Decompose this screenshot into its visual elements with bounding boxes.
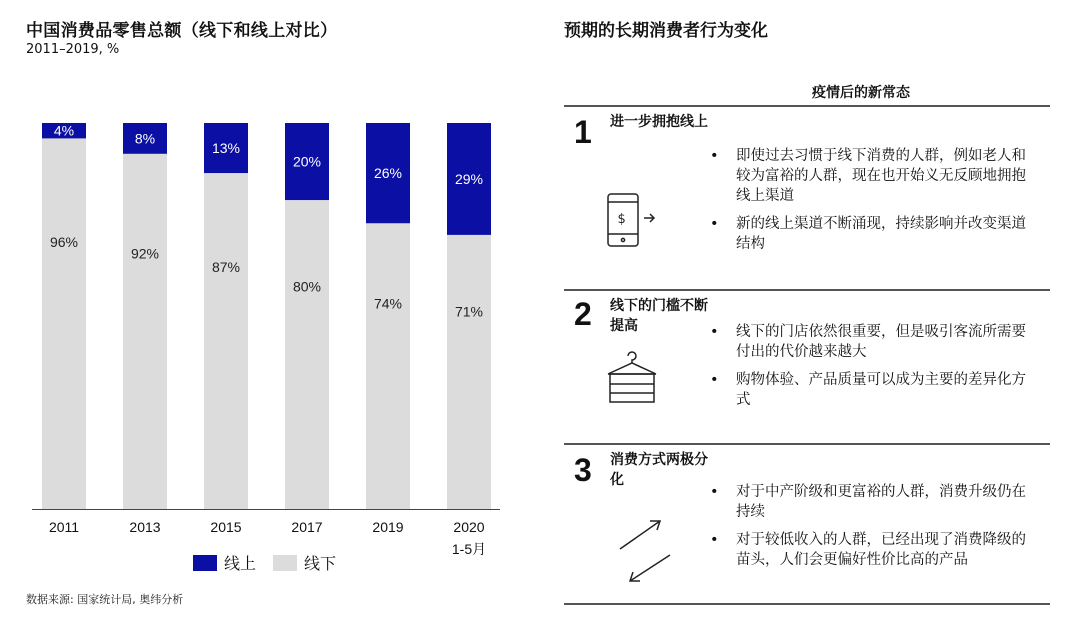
data-label-offline: 87% bbox=[211, 259, 241, 276]
bullet-text: 对于中产阶级和更富裕的人群，消费升级仍在持续 bbox=[736, 484, 1026, 520]
x-tick-label: 1-5月 bbox=[451, 541, 487, 557]
data-label-online: 4% bbox=[53, 122, 75, 139]
x-tick-label: 2020 bbox=[453, 519, 485, 535]
data-label-offline: 71% bbox=[454, 303, 484, 320]
bar-offline bbox=[123, 154, 167, 509]
bullet-text: 线下的门店依然很重要，但是吸引客流所需要付出的代价越来越大 bbox=[736, 324, 1026, 360]
divider-line bbox=[564, 603, 1050, 605]
chart-subtitle: 2011–2019, % bbox=[26, 42, 120, 57]
section-2-title: 线下的门槛不断提高 bbox=[610, 298, 708, 334]
svg-text:$: $ bbox=[617, 212, 626, 227]
diverging-arrows-icon bbox=[614, 515, 674, 585]
divider-line bbox=[564, 443, 1050, 445]
list-item bbox=[710, 530, 1030, 570]
bullet-dot: • bbox=[710, 532, 719, 548]
bullet-text: 新的线上渠道不断涌现，持续影响并改变渠道结构 bbox=[736, 216, 1026, 252]
section-3-bullets bbox=[710, 482, 1030, 578]
list-item bbox=[710, 214, 1030, 254]
section-3-title: 消费方式两极分化 bbox=[610, 452, 708, 488]
legend-label-offline: 线下 bbox=[304, 554, 337, 573]
bar-offline bbox=[366, 223, 410, 509]
data-label-offline: 80% bbox=[292, 278, 322, 295]
bullet-dot: • bbox=[710, 372, 719, 388]
chart-title: 中国消费品零售总额（线下和线上对比） bbox=[26, 21, 338, 41]
data-label-offline: 96% bbox=[49, 234, 79, 251]
x-tick-label: 2015 bbox=[210, 519, 242, 535]
bar-offline bbox=[285, 200, 329, 509]
data-label-online: 8% bbox=[134, 130, 156, 147]
section-1-title: 进一步拥抱线上 bbox=[610, 114, 708, 130]
bullet-dot: • bbox=[710, 324, 719, 340]
x-tick-label: 2013 bbox=[129, 519, 161, 535]
bullet-text: 购物体验、产品质量可以成为主要的差异化方式 bbox=[736, 372, 1026, 408]
list-item bbox=[710, 482, 1030, 522]
x-tick-label: 2011 bbox=[48, 519, 80, 535]
section-1-number: 1 bbox=[574, 114, 592, 150]
section-3-number: 3 bbox=[574, 452, 592, 488]
section-1-bullets bbox=[710, 146, 1030, 262]
legend-swatch-offline bbox=[273, 555, 297, 571]
column-header: 疫情后的新常态 bbox=[812, 85, 910, 101]
data-label-online: 20% bbox=[292, 153, 322, 170]
right-panel-title: 预期的长期消费者行为变化 bbox=[564, 21, 768, 41]
bar-offline bbox=[204, 173, 248, 509]
list-item bbox=[710, 370, 1030, 410]
bar-offline bbox=[42, 138, 86, 509]
list-item bbox=[710, 146, 1030, 206]
data-label-online: 29% bbox=[454, 170, 484, 187]
data-label-online: 26% bbox=[373, 165, 403, 182]
divider-line bbox=[564, 105, 1050, 107]
data-label-offline: 74% bbox=[373, 295, 403, 312]
divider-line bbox=[564, 289, 1050, 291]
bullet-dot: • bbox=[710, 484, 719, 500]
bullet-dot: • bbox=[710, 216, 719, 232]
legend-swatch-online bbox=[193, 555, 217, 571]
legend-label-online: 线上 bbox=[224, 554, 257, 573]
section-2-bullets bbox=[710, 322, 1030, 418]
x-tick-label: 2017 bbox=[291, 519, 323, 535]
data-source-note: 数据来源: 国家统计局, 奥纬分析 bbox=[26, 593, 184, 606]
list-item bbox=[710, 322, 1030, 362]
bullet-dot: • bbox=[710, 148, 719, 164]
data-label-offline: 92% bbox=[130, 245, 160, 262]
bar-offline bbox=[447, 235, 491, 509]
bullet-text: 对于较低收入的人群，已经出现了消费降级的苗头，人们会更偏好性价比高的产品 bbox=[736, 532, 1026, 568]
bullet-text: 即使过去习惯于线下消费的人群，例如老人和较为富裕的人群，现在也开始义无反顾地拥抱线上渠道 bbox=[736, 148, 1026, 204]
hanger-clothes-icon bbox=[604, 348, 660, 406]
x-tick-label: 2019 bbox=[372, 519, 404, 535]
phone-payment-icon bbox=[606, 192, 658, 248]
stacked-bar-chart bbox=[0, 0, 540, 590]
section-2-number: 2 bbox=[574, 296, 592, 332]
data-label-online: 13% bbox=[211, 140, 241, 157]
